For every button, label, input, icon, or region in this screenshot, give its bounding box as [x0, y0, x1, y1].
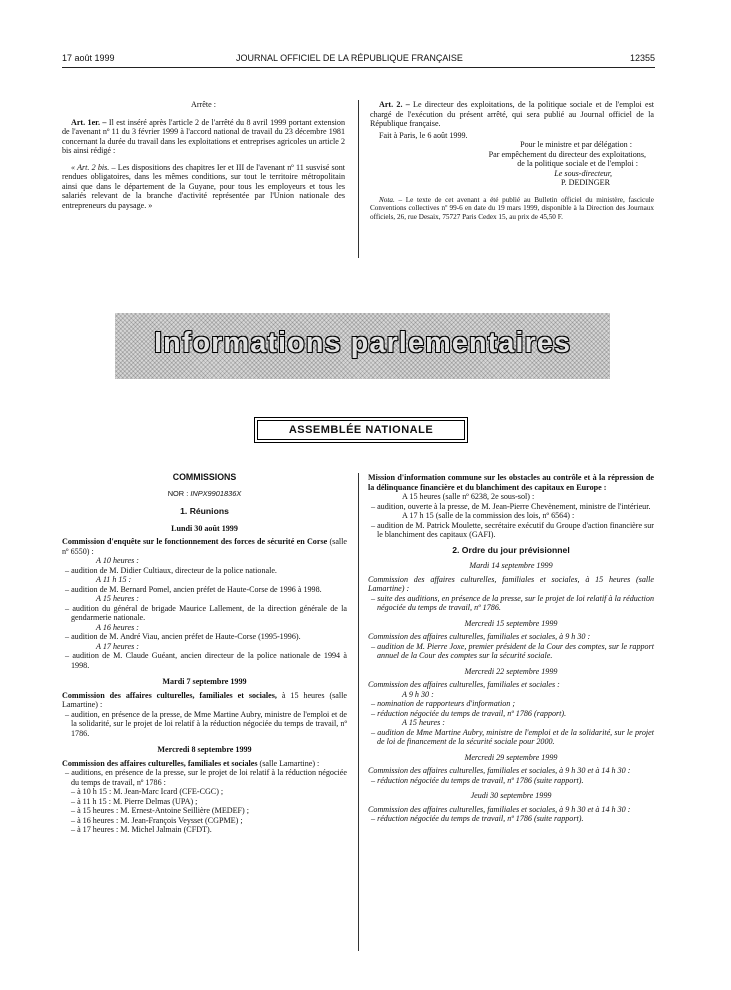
- article-1-label: Art. 1er. –: [71, 117, 107, 127]
- audition-1: – audition de M. Didier Cultiaux, directeur de la police nationale.: [65, 565, 277, 575]
- mission-information-title: Mission d'information commune sur les obstacles au contrôle et à la répression de la délinquance financière et du blanchiment des capitaux en Europe :: [368, 473, 654, 492]
- sub-audition-5: – à 17 heures : M. Michel Jalmain (CFDT).: [71, 825, 212, 834]
- agenda-item-3c: – audition de Mme Martine Aubry, ministre de l'emploi et de la solidarité, sur le projet de loi de financement de la sécurité sociale pour 2000.: [371, 727, 654, 746]
- article-2: [370, 100, 654, 129]
- date-mardi-14-septembre: Mardi 14 septembre 1999: [469, 561, 553, 570]
- audition-6: – audition, en présence de la presse, de Mme Martine Aubry, ministre de l'emploi et de la solidarité, sur le projet de loi relatif à la réduction négociée du temps de travail, nº 1786.: [65, 709, 347, 738]
- fait-a-paris: Fait à Paris, le 6 août 1999.: [379, 130, 468, 140]
- audition-7: – auditions, en présence de la presse, sur le projet de loi relatif à la réduction négociée du temps de travail, nº 1786 :: [65, 768, 347, 787]
- agenda-item-2: – audition de M. Pierre Joxe, premier président de la Cour des comptes, sur le rapport annuel de la Cour des comptes sur la sécurité sociale.: [371, 641, 654, 660]
- header-journal-title: JOURNAL OFFICIEL DE LA RÉPUBLIQUE FRANÇAISE: [236, 53, 463, 63]
- top-left-column: [62, 100, 345, 210]
- bottom-column-divider: [358, 473, 359, 951]
- agenda-time-3b: A 15 heures :: [402, 718, 445, 727]
- nota-text: – Le texte de cet avenant a été publié au Bulletin officiel du ministère, fascicule Conventions collectives nº 99-6 en date du 19 mars 1999, disponible à la Direction des Journaux officiels, 26, rue Desaix, 75727 Paris Cedex 15, au prix de 45,50 F.: [370, 195, 654, 221]
- page-header: [62, 53, 655, 67]
- agenda-item-4: – réduction négociée du temps de travail, nº 1786 (suite rapport).: [371, 775, 584, 785]
- audition-4: – audition de M. André Viau, ancien préfet de Haute-Corse (1995-1996).: [65, 632, 301, 641]
- commission-enquete-salle: (salle nº 6550) :: [62, 537, 348, 556]
- nor-label: NOR :: [167, 488, 189, 498]
- sub-audition-2: – à 11 h 15 : M. Pierre Delmas (UPA) ;: [71, 796, 198, 806]
- top-column-divider: [358, 100, 359, 258]
- agenda-item-3b: – réduction négociée du temps de travail, nº 1786 (rapport).: [371, 708, 567, 718]
- banner-title: Informations parlementaires: [154, 327, 571, 359]
- time-4: A 16 heures :: [96, 622, 139, 632]
- arrete-heading: Arrête :: [191, 100, 216, 109]
- signature-line-1: Pour le ministre et par délégation :: [520, 140, 632, 149]
- article-2bis-label: « Art. 2 bis.: [71, 162, 110, 172]
- date-mercredi-8-septembre: Mercredi 8 septembre 1999: [157, 745, 252, 754]
- agenda-commission-5: Commission des affaires culturelles, familiales et sociales, à 9 h 30 et à 14 h 30 :: [368, 804, 631, 814]
- commission-affaires-culturelles-1: [62, 691, 347, 710]
- time-1: A 10 heures :: [96, 556, 139, 565]
- article-1: [62, 118, 345, 156]
- audition-2: – audition de M. Bernard Pomel, ancien préfet de Haute-Corse de 1996 à 1998.: [65, 584, 322, 594]
- signature-line-4: Le sous-directeur,: [554, 168, 612, 178]
- nor-line: [62, 489, 347, 499]
- commission-enquete-corse: [62, 537, 347, 556]
- nota: [370, 196, 654, 222]
- top-right-column: [370, 100, 654, 221]
- agenda-time-3: A 9 h 30 :: [402, 689, 434, 699]
- time-2: A 11 h 15 :: [96, 575, 132, 584]
- date-jeudi-30-septembre: Jeudi 30 septembre 1999: [470, 791, 552, 800]
- agenda-commission-2: Commission des affaires culturelles, familiales et sociales, à 9 h 30 :: [368, 632, 591, 641]
- signature-line-2: Par empêchement du directeur des exploitations,: [488, 149, 646, 159]
- date-mercredi-29-septembre: Mercredi 29 septembre 1999: [464, 752, 558, 762]
- agenda-commission-1: Commission des affaires culturelles, familiales et sociales, à 15 heures (salle Lamartine) :: [368, 574, 654, 593]
- commission-title-1: Commission des affaires culturelles, familiales et sociales,: [62, 690, 277, 700]
- nota-label: Nota.: [379, 195, 395, 204]
- agenda-item-1: – suite des auditions, en présence de la presse, sur le projet de loi relatif à la réduction négociée du temps de travail, nº 1786.: [371, 593, 654, 612]
- commission-title-2: Commission des affaires culturelles, familiales et sociales: [62, 758, 258, 768]
- sub-audition-4: – à 16 heures : M. Jean-François Veysset (CGPME) ;: [71, 815, 243, 825]
- article-2-label: Art. 2. –: [379, 100, 410, 109]
- date-mercredi-15-septembre: Mercredi 15 septembre 1999: [464, 618, 558, 628]
- commission-enquete-title: Commission d'enquête sur le fonctionnement des forces de sécurité en Corse: [62, 537, 328, 546]
- informations-parlementaires-banner: [115, 313, 610, 379]
- commission-affaires-culturelles-2: [62, 759, 347, 769]
- commissions-heading: COMMISSIONS: [172, 472, 237, 482]
- signature-line-3: de la politique sociale et de l'emploi :: [517, 159, 638, 168]
- mission-audition-1: – audition, ouverte à la presse, de M. Jean-Pierre Chevènement, ministre de l'intérieur.: [371, 501, 651, 511]
- agenda-item-3a: – nomination de rapporteurs d'information ;: [371, 699, 516, 708]
- mission-time-2: A 17 h 15 (salle de la commission des lois, nº 6564) :: [402, 511, 575, 520]
- agenda-commission-3: Commission des affaires culturelles, familiales et sociales :: [368, 680, 560, 689]
- mission-audition-2: – audition de M. Patrick Moulette, secrétaire exécutif du Groupe d'action financière sur le blanchiment des capitaux (GAFI).: [371, 520, 654, 539]
- signature-name: P. DEDINGER: [560, 178, 610, 187]
- sub-audition-1: – à 10 h 15 : M. Jean-Marc Icard (CFE-CGC) ;: [71, 787, 224, 796]
- agenda-commission-4: Commission des affaires culturelles, familiales et sociales, à 9 h 30 et à 14 h 30 :: [368, 766, 631, 775]
- date-mercredi-22-septembre: Mercredi 22 septembre 1999: [464, 666, 558, 676]
- article-2-text: Le directeur des exploitations, de la politique sociale et de l'emploi est chargé de l'exécution du présent arrêté, qui sera publié au Journal officiel de la République française.: [370, 100, 654, 128]
- ordre-du-jour-heading: 2. Ordre du jour prévisionnel: [452, 544, 570, 555]
- audition-5: – audition de M. Claude Guéant, ancien directeur de la police nationale de 1994 à 1998.: [65, 651, 347, 670]
- time-3: A 15 heures :: [96, 594, 139, 603]
- assemblee-nationale-heading: ASSEMBLÉE NATIONALE: [257, 420, 465, 440]
- audition-3: – audition du général de brigade Maurice Lallement, de la direction générale de la gendarmerie nationale.: [65, 603, 347, 622]
- header-date: 17 août 1999: [62, 53, 115, 63]
- agenda-item-5: – réduction négociée du temps de travail, nº 1786 (suite rapport).: [371, 814, 584, 823]
- commission-rest-1: à 15 heures (salle Lamartine) :: [62, 690, 347, 709]
- header-rule: [62, 67, 655, 68]
- article-1-text: Il est inséré après l'article 2 de l'arrêté du 8 avril 1999 portant extension de l'avenant nº 11 du 3 février 1999 à l'accord national de travail du 23 décembre 1981 concernant la durée du travail dans les exploitations et entreprises agricoles un article 2 bis ainsi rédigé :: [62, 117, 346, 155]
- bottom-right-column: [368, 473, 654, 824]
- mission-time-1: A 15 heures (salle nº 6238, 2e sous-sol) :: [402, 492, 535, 501]
- bottom-left-column: [62, 473, 347, 835]
- article-2bis: [62, 163, 345, 211]
- commission-rest-2: (salle Lamartine) :: [259, 758, 320, 768]
- sub-audition-3: – à 15 heures : M. Ernest-Antoine Seillière (MEDEF) ;: [71, 806, 250, 815]
- header-page-number: 12355: [629, 53, 655, 63]
- time-5: A 17 heures :: [96, 641, 139, 651]
- date-lundi-30-aout: Lundi 30 août 1999: [171, 523, 238, 533]
- date-mardi-7-septembre: Mardi 7 septembre 1999: [162, 677, 247, 686]
- nor-value: INPX9901836X: [190, 488, 242, 498]
- article-2bis-text: – Les dispositions des chapitres Ier et III de l'avenant nº 11 susvisé sont rendues obligatoires, dans les mêmes conditions, sur tout le territoire métropolitain ainsi que dans le département de la Guyane, pour tous les employeurs et tous les salariés relevant de la branche d'activité représentée par l'Union nationale des entrepreneurs du paysage. »: [62, 162, 345, 210]
- reunions-heading: 1. Réunions: [180, 506, 229, 516]
